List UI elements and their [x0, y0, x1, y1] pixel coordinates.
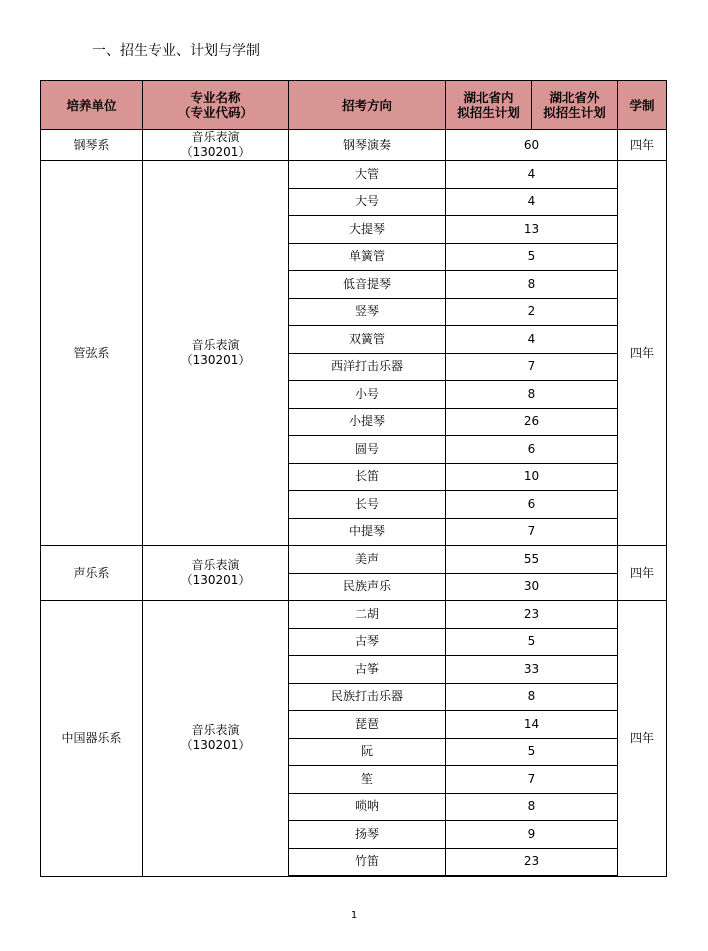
direction-cell: 钢琴演奏	[289, 130, 446, 161]
unit-cell: 管弦系	[41, 161, 143, 546]
direction-cell: 古筝	[289, 656, 446, 684]
plan-cell: 8	[446, 381, 618, 409]
major-name: 音乐表演	[191, 558, 240, 572]
direction-cell: 长号	[289, 491, 446, 519]
enrollment-plan-table	[40, 80, 667, 877]
direction-cell: 长笛	[289, 463, 446, 491]
plan-cell: 9	[446, 821, 618, 849]
duration-cell: 四年	[618, 130, 667, 161]
header-major-name: 专业名称	[190, 90, 241, 105]
plan-cell: 5	[446, 243, 618, 271]
direction-cell: 圆号	[289, 436, 446, 464]
major-code: （130201）	[180, 353, 251, 367]
direction-cell: 竹笛	[289, 848, 446, 876]
plan-cell: 30	[446, 573, 618, 601]
major-cell	[143, 601, 289, 877]
header-outside-line1: 湖北省外	[549, 90, 600, 105]
plan-cell: 8	[446, 271, 618, 299]
direction-cell: 民族打击乐器	[289, 683, 446, 711]
header-duration: 学制	[618, 81, 667, 130]
plan-cell: 10	[446, 463, 618, 491]
plan-cell: 5	[446, 738, 618, 766]
table-row	[41, 161, 667, 189]
header-direction: 招考方向	[289, 81, 446, 130]
major-code: （130201）	[180, 573, 251, 587]
table-body	[41, 130, 667, 877]
plan-cell: 7	[446, 518, 618, 546]
plan-cell: 8	[446, 793, 618, 821]
section-heading: 一、招生专业、计划与学制	[92, 43, 260, 59]
direction-cell: 低音提琴	[289, 271, 446, 299]
major-name: 音乐表演	[191, 338, 240, 352]
plan-cell: 6	[446, 491, 618, 519]
header-major-code: （专业代码）	[177, 105, 253, 120]
plan-cell: 23	[446, 848, 618, 876]
plan-cell: 33	[446, 656, 618, 684]
direction-cell: 二胡	[289, 601, 446, 629]
header-inside-line2: 拟招生计划	[457, 105, 520, 120]
plan-cell: 13	[446, 216, 618, 244]
plan-cell: 2	[446, 298, 618, 326]
direction-cell: 大提琴	[289, 216, 446, 244]
duration-cell: 四年	[618, 161, 667, 546]
direction-cell: 笙	[289, 766, 446, 794]
unit-cell: 声乐系	[41, 546, 143, 601]
direction-cell: 大号	[289, 188, 446, 216]
unit-cell: 中国器乐系	[41, 601, 143, 877]
plan-cell: 7	[446, 766, 618, 794]
table-row	[41, 130, 667, 161]
major-cell	[143, 161, 289, 546]
direction-cell: 民族声乐	[289, 573, 446, 601]
major-name: 音乐表演	[191, 723, 240, 738]
direction-cell: 小提琴	[289, 408, 446, 436]
direction-cell: 琵琶	[289, 711, 446, 739]
direction-cell: 扬琴	[289, 821, 446, 849]
plan-cell: 14	[446, 711, 618, 739]
table-row	[41, 546, 667, 574]
plan-cell: 6	[446, 436, 618, 464]
major-code: （130201）	[180, 738, 251, 753]
plan-cell: 60	[446, 130, 618, 161]
direction-cell: 小号	[289, 381, 446, 409]
plan-cell: 4	[446, 161, 618, 189]
plan-cell: 23	[446, 601, 618, 629]
direction-cell: 古琴	[289, 628, 446, 656]
header-unit: 培养单位	[41, 81, 143, 130]
plan-cell: 5	[446, 628, 618, 656]
direction-cell: 阮	[289, 738, 446, 766]
direction-cell: 双簧管	[289, 326, 446, 354]
header-inside-line1: 湖北省内	[463, 90, 514, 105]
plan-cell: 26	[446, 408, 618, 436]
direction-cell: 美声	[289, 546, 446, 574]
plan-cell: 55	[446, 546, 618, 574]
duration-cell: 四年	[618, 601, 667, 877]
direction-cell: 西洋打击乐器	[289, 353, 446, 381]
plan-cell: 7	[446, 353, 618, 381]
table-row	[41, 601, 667, 629]
major-cell	[143, 130, 289, 161]
plan-cell: 8	[446, 683, 618, 711]
major-code: （130201）	[180, 145, 251, 159]
duration-cell: 四年	[618, 546, 667, 601]
major-cell	[143, 546, 289, 601]
plan-cell: 4	[446, 188, 618, 216]
header-outside-plan	[532, 81, 618, 130]
header-major	[143, 81, 289, 130]
header-outside-line2: 拟招生计划	[543, 105, 606, 120]
page-number: 1	[350, 910, 358, 921]
unit-cell: 钢琴系	[41, 130, 143, 161]
direction-cell: 大管	[289, 161, 446, 189]
direction-cell: 唢呐	[289, 793, 446, 821]
major-name: 音乐表演	[191, 130, 240, 144]
direction-cell: 单簧管	[289, 243, 446, 271]
plan-cell: 4	[446, 326, 618, 354]
table-header-row	[41, 81, 667, 130]
header-inside-plan	[446, 81, 532, 130]
direction-cell: 竖琴	[289, 298, 446, 326]
direction-cell: 中提琴	[289, 518, 446, 546]
